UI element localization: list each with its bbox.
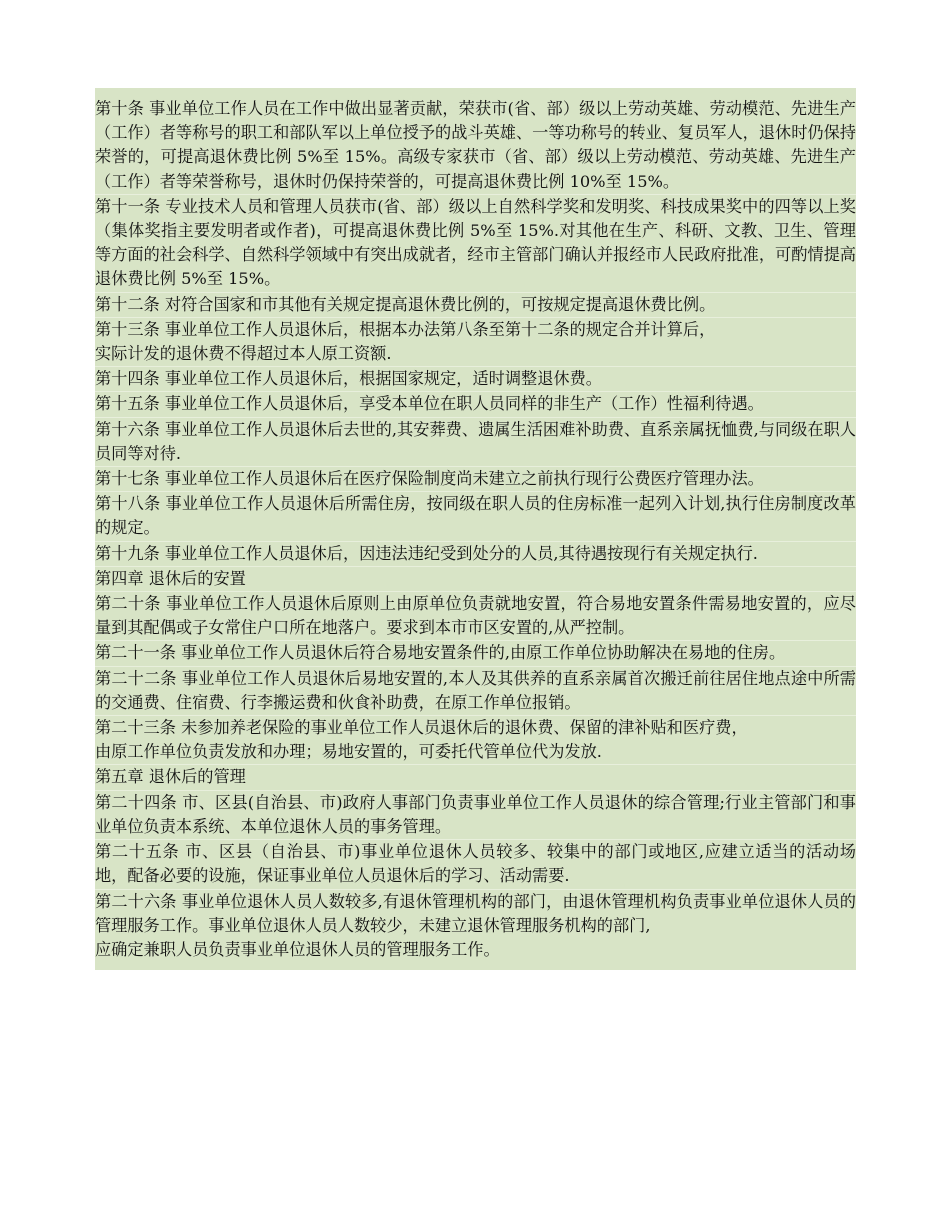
article-12: 第十二条 对符合国家和市其他有关规定提高退休费比例的，可按规定提高退休费比例。	[95, 293, 856, 318]
article-24: 第二十四条 市、区县(自治县、市)政府人事部门负责事业单位工作人员退休的综合管理;行业主管部门和事业单位负责本系统、本单位退休人员的事务管理。	[95, 791, 856, 840]
article-21: 第二十一条 事业单位工作人员退休后符合易地安置条件的,由原工作单位协助解决在易地的住房。	[95, 641, 856, 666]
chapter-4-heading: 第四章 退休后的安置	[95, 567, 856, 592]
article-13: 第十三条 事业单位工作人员退休后，根据本办法第八条至第十二条的规定合并计算后， 实际计发的退休费不得超过本人原工资额.	[95, 318, 856, 367]
article-19: 第十九条 事业单位工作人员退休后，因违法违纪受到处分的人员,其待遇按现行有关规定执行.	[95, 542, 856, 567]
article-16: 第十六条 事业单位工作人员退休后去世的,其安葬费、遗属生活困难补助费、直系亲属抚恤费,与同级在职人员同等对待.	[95, 418, 856, 467]
document-page	[95, 88, 856, 970]
article-11: 第十一条 专业技术人员和管理人员获市(省、部）级以上自然科学奖和发明奖、科技成果奖中的四等以上奖（集体奖指主要发明者或作者)，可提高退休费比例 5%至 15%.对其他在生产、科研、文教、卫生、管理等方面的社会科学、自然科学领域中有突出成就者，经市主管部门确认并报经市人民政府批准，可酌情提高退休费比例 5%至 15%。	[95, 195, 856, 293]
article-18: 第十八条 事业单位工作人员退休后所需住房，按同级在职人员的住房标准一起列入计划,执行住房制度改革的规定。	[95, 492, 856, 541]
article-23: 第二十三条 未参加养老保险的事业单位工作人员退休后的退休费、保留的津补贴和医疗费， 由原工作单位负责发放和办理；易地安置的，可委托代管单位代为发放.	[95, 716, 856, 765]
article-22: 第二十二条 事业单位工作人员退休后易地安置的,本人及其供养的直系亲属首次搬迁前往居住地点途中所需的交通费、住宿费、行李搬运费和伙食补助费，在原工作单位报销。	[95, 667, 856, 716]
top-spacer	[95, 88, 856, 97]
chapter-5-heading: 第五章 退休后的管理	[95, 765, 856, 790]
article-25: 第二十五条 市、区县（自治县、市)事业单位退休人员较多、较集中的部门或地区,应建立适当的活动场地，配备必要的设施，保证事业单位人员退休后的学习、活动需要.	[95, 840, 856, 889]
article-26: 第二十六条 事业单位退休人员人数较多,有退休管理机构的部门，由退休管理机构负责事业单位退休人员的管理服务工作。事业单位退休人员人数较少，未建立退休管理服务机构的部门, 应确定兼职人员负责事业单位退休人员的管理服务工作。	[95, 891, 856, 959]
article-14: 第十四条 事业单位工作人员退休后，根据国家规定，适时调整退休费。	[95, 367, 856, 392]
bottom-spacer	[95, 962, 856, 970]
article-10: 第十条 事业单位工作人员在工作中做出显著贡献，荣获市(省、部）级以上劳动英雄、劳动模范、先进生产（工作）者等称号的职工和部队军以上单位授予的战斗英雄、一等功称号的转业、复员军人，退休时仍保持荣誉的，可提高退休费比例 5%至 15%。高级专家获市（省、部）级以上劳动模范、劳动英雄、先进生产（工作）者等荣誉称号，退休时仍保持荣誉的，可提高退休费比例 10%至 15%。	[95, 97, 856, 195]
article-20: 第二十条 事业单位工作人员退休后原则上由原单位负责就地安置，符合易地安置条件需易地安置的，应尽量到其配偶或子女常住户口所在地落户。要求到本市市区安置的,从严控制。	[95, 592, 856, 641]
article-17: 第十七条 事业单位工作人员退休后在医疗保险制度尚未建立之前执行现行公费医疗管理办法。	[95, 467, 856, 492]
article-15: 第十五条 事业单位工作人员退休后，享受本单位在职人员同样的非生产（工作）性福利待遇。	[95, 392, 856, 417]
document-body	[95, 97, 856, 962]
